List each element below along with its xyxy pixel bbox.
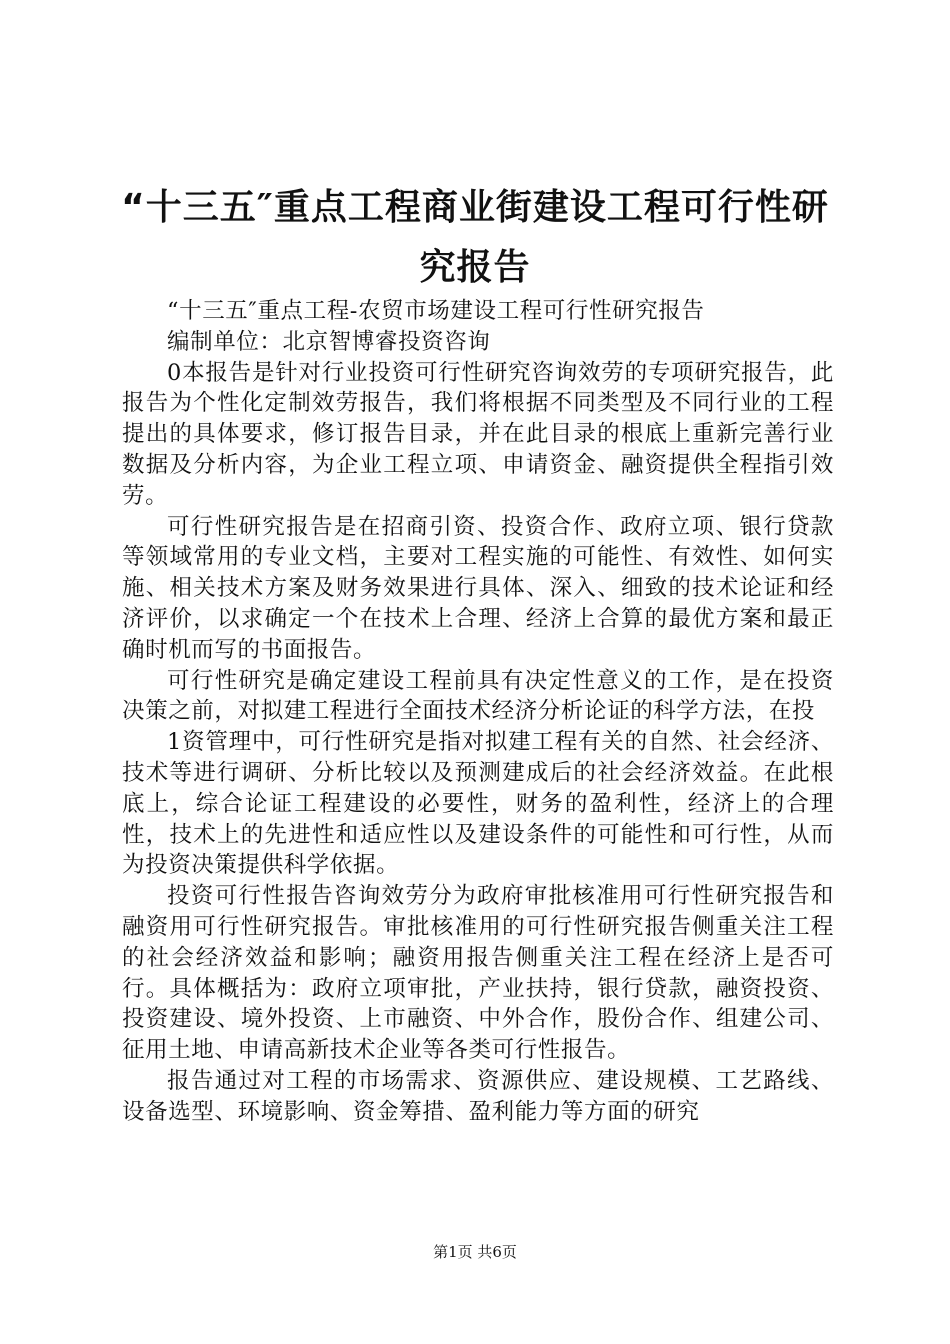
subtitle-paragraph: “十三五″重点工程-农贸市场建设工程可行性研究报告: [167, 298, 705, 324]
author-paragraph: 编制单位：北京智博睿投资咨询: [167, 328, 491, 355]
body-paragraph: 1资管理中，可行性研究是指对拟建工程有关的自然、社会经济、技术等进行调研、分析比较以及预测建成后的社会经济效益。在此根底上，综合论证工程建设的必要性，财务的盈利性，经济上的合理性，技术上的先进性和适应性以及建设条件的可能性和可行性，从而为投资决策提供科学依据。: [122, 729, 834, 879]
document-body: [122, 296, 834, 1128]
body-paragraph: 报告通过对工程的市场需求、资源供应、建设规模、工艺路线、设备选型、环境影响、资金筹措、盈利能力等方面的研究: [122, 1067, 834, 1125]
body-paragraph: 0本报告是针对行业投资可行性研究咨询效劳的专项研究报告，此报告为个性化定制效劳报告，我们将根据不同类型及不同行业的工程提出的具体要求，修订报告目录，并在此目录的根底上重新完善行业数据及分析内容，为企业工程立项、申请资金、融资提供全程指引效劳。: [122, 359, 834, 509]
body-paragraph: 可行性研究是确定建设工程前具有决定性意义的工作，是在投资决策之前，对拟建工程进行全面技术经济分析论证的科学方法，在投: [122, 667, 834, 725]
page-number-footer: 第1页 共6页: [433, 1243, 517, 1261]
body-paragraph: 投资可行性报告咨询效劳分为政府审批核准用可行性研究报告和融资用可行性研究报告。审批核准用的可行性研究报告侧重关注工程的社会经济效益和影响；融资用报告侧重关注工程在经济上是否可行。具体概括为：政府立项审批，产业扶持，银行贷款，融资投资、投资建设、境外投资、上市融资、中外合作，股份合作、组建公司、征用土地、申请高新技术企业等各类可行性报告。: [122, 883, 834, 1064]
body-paragraph: 可行性研究报告是在招商引资、投资合作、政府立项、银行贷款等领域常用的专业文档，主要对工程实施的可能性、有效性、如何实施、相关技术方案及财务效果进行具体、深入、细致的技术论证和经济评价，以求确定一个在技术上合理、经济上合算的最优方案和最正确时机而写的书面报告。: [122, 513, 834, 663]
document-title: “十三五″重点工程商业街建设工程可行性研究报告: [121, 187, 829, 288]
